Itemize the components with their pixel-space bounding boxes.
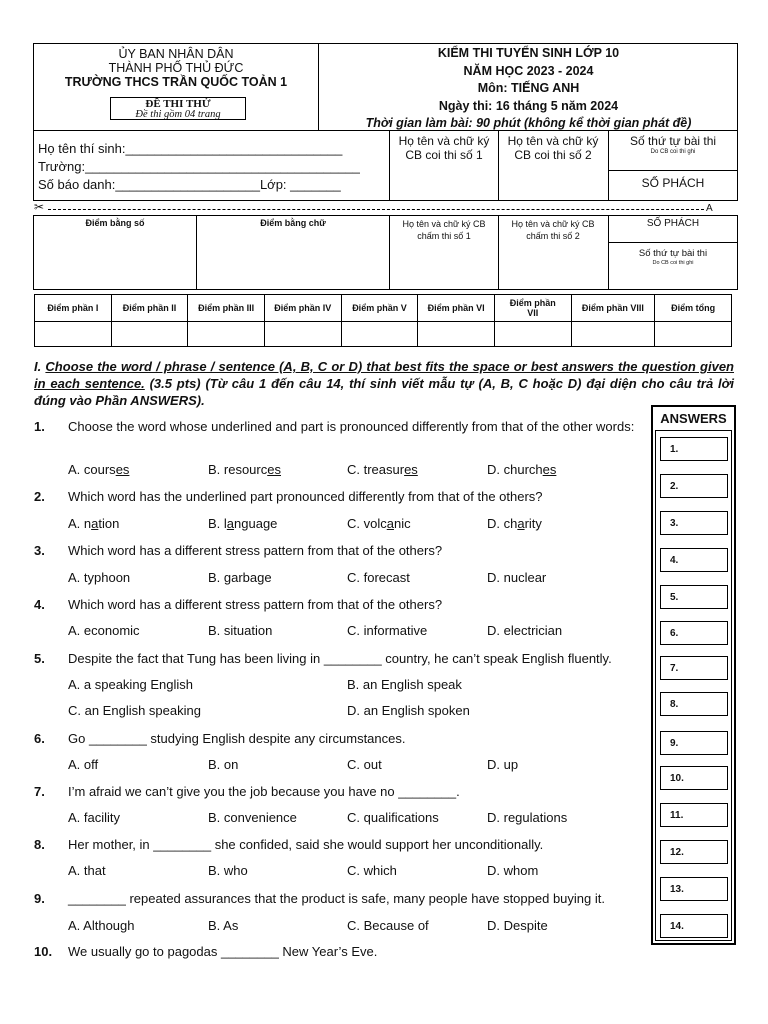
score-words-label: Điểm bằng chữ: [260, 218, 326, 228]
answer-box-13[interactable]: 13.: [660, 877, 728, 901]
option-a[interactable]: A. Although: [68, 918, 135, 933]
exam-title: KIỂM THI TUYỂN SINH LỚP 10: [437, 46, 620, 60]
stamp-subtitle: Đề thi gồm 04 trang: [135, 109, 221, 120]
option-c[interactable]: C. which: [347, 863, 397, 878]
part-score-table: [34, 294, 732, 347]
divider: [389, 130, 390, 201]
question-text: I’m afraid we can’t give you the job because you have no ________.: [68, 784, 460, 799]
cut-line: [48, 209, 704, 210]
divider: [498, 215, 499, 290]
phach-label: SỐ PHÁCH: [641, 176, 705, 190]
authority-line: ỦY BAN NHÂN DÂN: [118, 47, 234, 61]
option-d[interactable]: D. up: [487, 757, 519, 772]
part-header: Điểm phần II: [111, 295, 188, 322]
option-text: C. treasur: [347, 462, 405, 477]
option-text: nic: [393, 516, 411, 531]
part-score-cell[interactable]: [188, 322, 265, 347]
score-order-label: Số thứ tự bài thi: [638, 248, 708, 259]
part-score-cell[interactable]: [35, 322, 112, 347]
option-c[interactable]: [347, 516, 411, 531]
score-number-label: Điểm bằng số: [85, 218, 145, 228]
candidate-id-field[interactable]: Số báo danh:____________________Lớp: _______: [38, 177, 341, 192]
answer-box-9[interactable]: 9.: [660, 731, 728, 755]
answers-panel-inner: [655, 430, 732, 941]
option-b[interactable]: B. on: [208, 757, 239, 772]
underlined-part: a: [386, 516, 394, 531]
school-field[interactable]: Trường:______________________________________: [38, 159, 360, 174]
grader-2-label: Họ tên và chữ ký CB chấm thi số 2: [511, 219, 595, 241]
divider: [498, 130, 499, 201]
scissors-icon: ✂: [34, 200, 45, 214]
part-score-cell[interactable]: [655, 322, 732, 347]
option-b[interactable]: B. an English speak: [347, 677, 462, 692]
option-text: A. n: [68, 516, 92, 531]
question-text: Which word has a different stress pattern from that of the others?: [68, 597, 443, 612]
option-text: B. resourc: [208, 462, 268, 477]
option-d[interactable]: D. an English spoken: [347, 703, 470, 718]
option-d[interactable]: D. nuclear: [487, 570, 547, 585]
option-d[interactable]: [487, 462, 556, 477]
option-a[interactable]: A. facility: [68, 810, 121, 825]
question-text: Her mother, in ________ she confided, said she would support her unconditionally.: [68, 837, 544, 852]
school-line: TRƯỜNG THCS TRẦN QUỐC TOẢN 1: [64, 75, 288, 89]
score-phach-label: SỐ PHÁCH: [646, 218, 700, 229]
option-b[interactable]: B. As: [208, 918, 239, 933]
part-header: Điểm phần VI: [418, 295, 495, 322]
exam-stamp: [110, 97, 246, 120]
question-text: Despite the fact that Tung has been living in ________ country, he can’t speak English fluently.: [68, 651, 612, 666]
option-a[interactable]: A. economic: [68, 623, 140, 638]
option-d[interactable]: [487, 516, 542, 531]
option-c[interactable]: C. forecast: [347, 570, 410, 585]
test-order-note: Do CB coi thi ghi: [650, 149, 696, 155]
option-a[interactable]: A. off: [68, 757, 99, 772]
question-text: Which word has the underlined part pronounced differently from that of the others?: [68, 489, 543, 504]
answer-box-5[interactable]: 5.: [660, 585, 728, 609]
answer-box-3[interactable]: 3.: [660, 511, 728, 535]
part-score-cell[interactable]: [264, 322, 341, 347]
part-score-cell[interactable]: [341, 322, 418, 347]
answer-box-6[interactable]: 6.: [660, 621, 728, 645]
option-a[interactable]: [68, 462, 129, 477]
question-number: 7.: [34, 784, 45, 799]
invigilator-2-label: Họ tên và chữ ký CB coi thi số 2: [507, 134, 599, 162]
option-d[interactable]: D. regulations: [487, 810, 568, 825]
answer-box-8[interactable]: 8.: [660, 692, 728, 716]
part-header: [494, 295, 571, 322]
part-score-cell[interactable]: [571, 322, 655, 347]
answer-box-10[interactable]: 10.: [660, 766, 728, 790]
option-c[interactable]: C. out: [347, 757, 382, 772]
question-number: 10.: [34, 944, 53, 959]
option-text: C. volc: [347, 516, 387, 531]
option-text: D. church: [487, 462, 543, 477]
part-header: Điểm phần V: [341, 295, 418, 322]
divider: [608, 170, 738, 171]
score-order-note: Do CB coi thi ghi: [652, 260, 694, 266]
part-score-cell[interactable]: [494, 322, 571, 347]
city-line: THÀNH PHỐ THỦ ĐỨC: [108, 61, 244, 75]
underlined-part: es: [267, 462, 281, 477]
section-rest: (3.5 pts) (Từ câu 1 đến câu 14, thí sinh viết mẫu tự (A, B, C hoặc D) đại diện cho câu trả lời đúng vào Phần ANSWERS).: [34, 376, 734, 408]
section-underlined: Choose the word / phrase / sentence (A, B, C or D) that best fits the space or best answers the question given in each sentence.: [34, 359, 734, 391]
part-header: Điểm phần III: [188, 295, 265, 322]
option-a[interactable]: A. typhoon: [68, 570, 131, 585]
option-a[interactable]: [68, 516, 119, 531]
section-roman: I.: [34, 359, 42, 374]
underlined-part: a: [517, 516, 525, 531]
stamp-title: ĐỀ THI THỬ: [145, 98, 211, 110]
underlined-part: a: [91, 516, 99, 531]
part-score-cell[interactable]: [111, 322, 188, 347]
option-b[interactable]: B. garbage: [208, 570, 272, 585]
option-a[interactable]: A. that: [68, 863, 106, 878]
option-c[interactable]: C. qualifications: [347, 810, 439, 825]
candidate-name-field[interactable]: Họ tên thí sinh:______________________________: [38, 141, 343, 156]
header-left: [34, 47, 318, 89]
answer-box-1[interactable]: 1.: [660, 437, 728, 461]
question-number: 1.: [34, 419, 45, 434]
subject: Môn: TIẾNG ANH: [477, 81, 580, 95]
part-header: Điểm tổng: [655, 295, 732, 322]
underlined-part: es: [542, 462, 557, 477]
question-text: ________ repeated assurances that the product is safe, many people have stopped buying it.: [68, 891, 605, 906]
underlined-part: es: [404, 462, 418, 477]
option-text: D. ch: [487, 516, 518, 531]
divider: [389, 215, 390, 290]
part-header: Điểm phần I: [35, 295, 112, 322]
header-right: [319, 45, 738, 133]
answer-box-7[interactable]: 7.: [660, 656, 728, 680]
option-a[interactable]: A. a speaking English: [68, 677, 194, 692]
option-text: B. l: [208, 516, 227, 531]
question-number: 8.: [34, 837, 45, 852]
question-text: We usually go to pagodas ________ New Year’s Eve.: [68, 944, 378, 959]
option-c[interactable]: C. informative: [347, 623, 428, 638]
question-text: Go ________ studying English despite any circumstances.: [68, 731, 406, 746]
option-c[interactable]: C. an English speaking: [68, 703, 201, 718]
candidate-fields: [38, 140, 360, 194]
question-text: Choose the word whose underlined and part is pronounced differently from that of the other words:: [68, 419, 635, 434]
option-text: tion: [98, 516, 120, 531]
option-c[interactable]: [347, 462, 418, 477]
underlined-part: a: [226, 516, 235, 531]
question-number: 3.: [34, 543, 45, 558]
part-header: Điểm phần VIII: [571, 295, 655, 322]
section-instruction: [34, 358, 734, 409]
school-year: NĂM HỌC 2023 - 2024: [463, 63, 594, 78]
invigilator-1-label: Họ tên và chữ ký CB coi thi số 1: [398, 134, 490, 162]
exam-time: Thời gian làm bài: 90 phút (không kể thời gian phát đề): [365, 116, 692, 130]
question-number: 4.: [34, 597, 45, 612]
answer-box-12[interactable]: 12.: [660, 840, 728, 864]
question-text: Which word has a different stress pattern from that of the others?: [68, 543, 443, 558]
answers-title: ANSWERS: [660, 411, 727, 426]
option-text: A. cours: [68, 462, 116, 477]
divider: [608, 242, 738, 243]
option-b[interactable]: [208, 516, 277, 531]
question-number: 6.: [34, 731, 45, 746]
question-number: 2.: [34, 489, 45, 504]
answer-box-4[interactable]: 4.: [660, 548, 728, 572]
option-d[interactable]: D. electrician: [487, 623, 563, 638]
option-d[interactable]: D. whom: [487, 863, 539, 878]
cut-line-end: A: [706, 203, 713, 214]
answer-box-14[interactable]: 14.: [660, 914, 728, 938]
part-header: Điểm phần IV: [264, 295, 341, 322]
option-text: nguage: [234, 516, 278, 531]
question-number: 9.: [34, 891, 45, 906]
option-c[interactable]: C. Because of: [347, 918, 429, 933]
option-b[interactable]: B. convenience: [208, 810, 297, 825]
grader-1-label: Họ tên và chữ ký CB chấm thi số 1: [402, 219, 486, 241]
answer-box-11[interactable]: 11.: [660, 803, 728, 827]
option-b[interactable]: B. who: [208, 863, 248, 878]
option-b[interactable]: [208, 462, 281, 477]
exam-date: Ngày thi: 16 tháng 5 năm 2024: [438, 98, 619, 113]
answer-box-2[interactable]: 2.: [660, 474, 728, 498]
part-score-cell[interactable]: [418, 322, 495, 347]
option-text: rity: [524, 516, 542, 531]
option-b[interactable]: B. situation: [208, 623, 273, 638]
question-number: 5.: [34, 651, 45, 666]
test-order-label: Số thứ tự bài thi: [629, 134, 717, 148]
part-header-text: Điểm phần VII: [509, 298, 556, 318]
option-d[interactable]: D. Despite: [487, 918, 548, 933]
underlined-part: es: [115, 462, 130, 477]
